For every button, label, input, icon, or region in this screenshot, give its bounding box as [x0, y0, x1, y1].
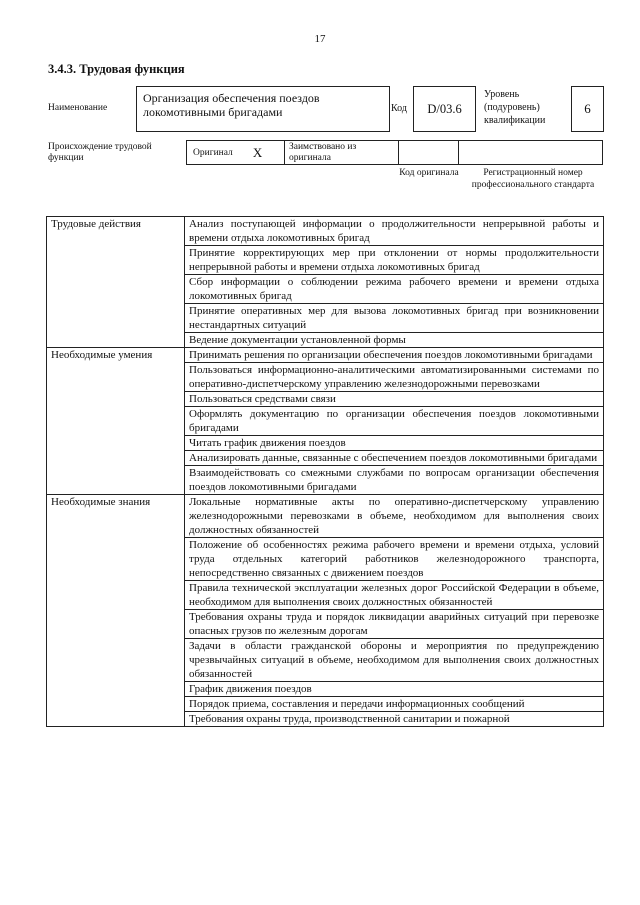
section-item: График движения поездов [185, 682, 604, 697]
section-item: Анализировать данные, связанные с обеспечением поездов локомотивными бригадами [185, 451, 604, 466]
original-cell [187, 141, 285, 164]
function-details-table [46, 216, 604, 727]
code-original-cell [399, 141, 459, 164]
section-title: 3.4.3. Трудовая функция [48, 62, 185, 76]
section-item: Принимать решения по организации обеспечения поездов локомотивными бригадами [185, 348, 604, 363]
section-item: Положение об особенностях режима рабочего времени и времени отдыха, условий труда отдельных категорий работников железнодорожного транспорта, непосредственно связанных с движением поездов [185, 538, 604, 581]
name-label: Наименование [48, 103, 108, 113]
page-number: 17 [314, 33, 326, 45]
table-row [47, 495, 604, 538]
section-item: Ведение документации установленной формы [185, 333, 604, 348]
borrowed-cell: Заимствовано из оригинала [285, 141, 399, 164]
section-item: Пользоваться средствами связи [185, 392, 604, 407]
section-category: Необходимые знания [47, 495, 185, 727]
section-item: Взаимодействовать со смежными службами по вопросам организации обеспечения поездов локомотивными бригадами [185, 466, 604, 495]
section-item: Анализ поступающей информации о продолжительности непрерывной работы и времени отдыха локомотивных бригад [185, 217, 604, 246]
section-item: Задачи в области гражданской обороны и мероприятия по предупреждению чрезвычайных ситуаций в объеме, необходимом для выполнения своих должностных обязанностей [185, 639, 604, 682]
table-row [47, 348, 604, 363]
section-item: Принятие оперативных мер для вызова локомотивных бригад при возникновении нестандартных ситуаций [185, 304, 604, 333]
section-item: Локальные нормативные акты по оперативно-диспетчерскому управлению железнодорожными перевозками в объеме, необходимом для выполнения своих должностных обязанностей [185, 495, 604, 538]
level-value-box: 6 [571, 86, 604, 132]
origin-table [186, 140, 603, 165]
level-label: Уровень (подуровень) квалификации [484, 89, 546, 126]
section-item: Сбор информации о соблюдении режима рабочего времени и времени отдыха локомотивных бригад [185, 275, 604, 304]
origin-label: Происхождение трудовой функции [48, 142, 152, 163]
original-label: Оригинал [193, 147, 233, 158]
code-label: Код [391, 103, 407, 114]
section-item: Оформлять документацию по организации обеспечения поездов локомотивными бригадами [185, 407, 604, 436]
section-item: Читать график движения поездов [185, 436, 604, 451]
section-item: Принятие корректирующих мер при отклонении от нормы продолжительности непрерывной работы и времени отдыха локомотивных бригад [185, 246, 604, 275]
function-code-box: D/03.6 [413, 86, 476, 132]
section-item: Требования охраны труда и порядок ликвидации аварийных ситуаций при перевозке опасных грузов по железным дорогам [185, 610, 604, 639]
section-item: Пользоваться информационно-аналитическими автоматизированными системами по оперативно-диспетчерскому управлению железнодорожными перевозками [185, 363, 604, 392]
section-item: Порядок приема, составления и передачи информационных сообщений [185, 697, 604, 712]
section-category: Трудовые действия [47, 217, 185, 348]
reg-number-cell [459, 141, 602, 164]
section-item: Требования охраны труда, производственной санитарии и пожарной [185, 712, 604, 727]
reg-number-caption: Регистрационный номер профессионального стандарта [471, 168, 595, 190]
original-mark: X [252, 144, 263, 160]
table-row [47, 217, 604, 246]
section-item: Правила технической эксплуатации железных дорог Российской Федерации в объеме, необходимом для выполнения своих должностных обязанностей [185, 581, 604, 610]
code-original-caption: Код оригинала [399, 168, 459, 178]
section-category: Необходимые умения [47, 348, 185, 495]
function-name-box: Организация обеспечения поездов локомотивными бригадами [136, 86, 390, 132]
